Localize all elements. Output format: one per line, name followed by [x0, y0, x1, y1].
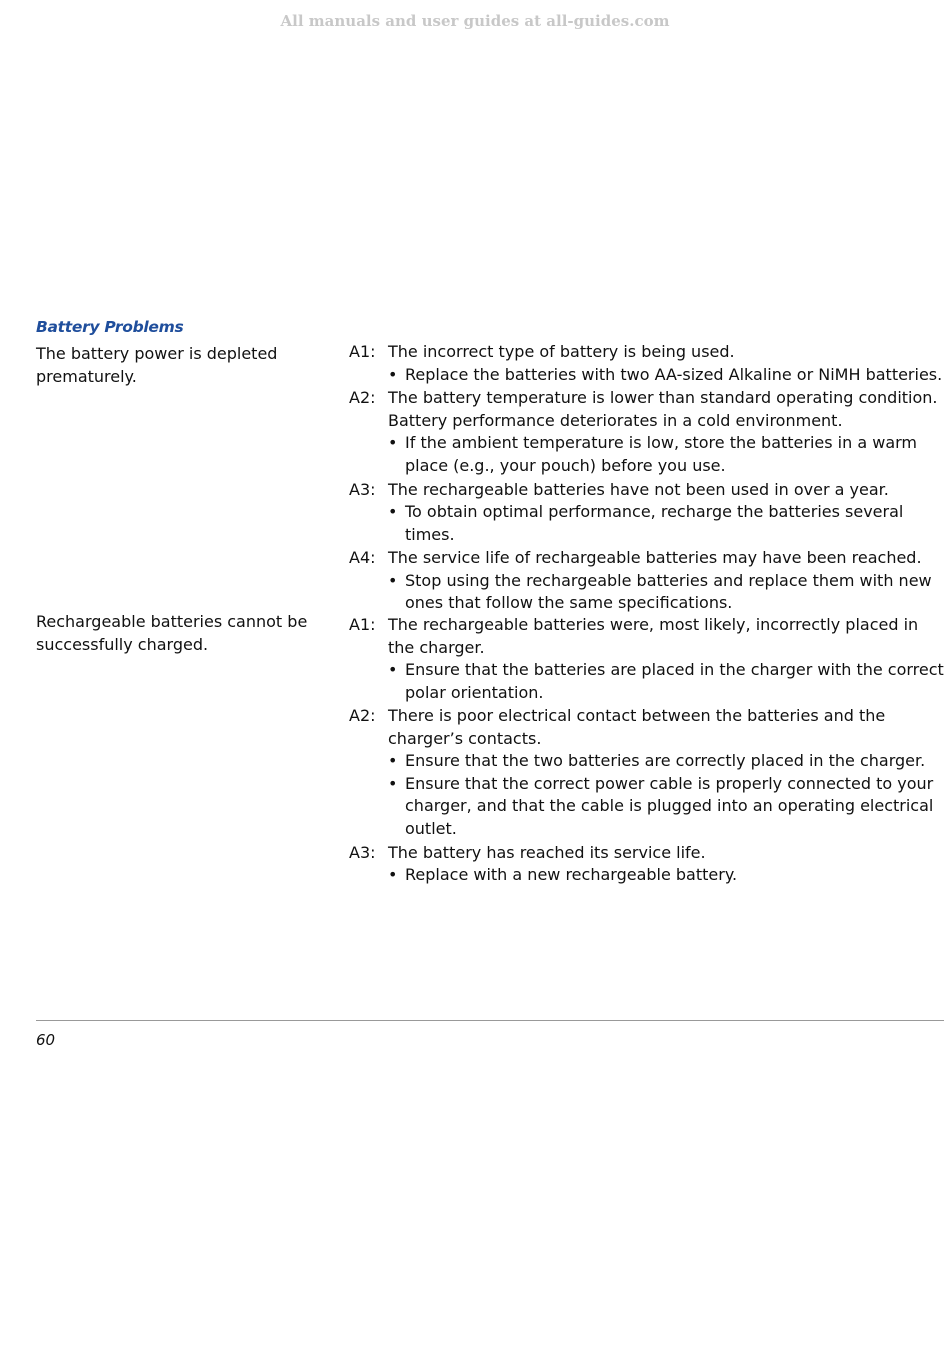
answer-text: The battery temperature is lower than standard operating condition. Battery performance deteriorates in a cold environment.: [388, 388, 938, 430]
problem-text: The battery power is depleted prematurely.: [36, 344, 278, 386]
bullet-icon: •: [388, 502, 398, 522]
bullet-icon: •: [388, 364, 398, 384]
watermark-text: All manuals and user guides at all-guides.com: [280, 12, 670, 30]
answer-list: [349, 614, 947, 888]
footer-divider: [36, 1020, 944, 1021]
answer-item: [349, 341, 947, 386]
answer-label: A3:: [349, 479, 376, 499]
section-title: Battery Problems: [36, 318, 184, 336]
bullet-item: [388, 501, 947, 546]
bullet-icon: •: [388, 433, 398, 453]
bullet-text: If the ambient temperature is low, store the batteries in a warm place (e.g., your pouch) before you use.: [405, 433, 918, 475]
answer-text: There is poor electrical contact between the batteries and the charger’s contacts.: [388, 706, 886, 748]
answer-text: The rechargeable batteries were, most likely, incorrectly placed in the charger.: [388, 615, 919, 657]
bullet-text: Ensure that the batteries are placed in the charger with the correct polar orientation.: [405, 660, 944, 702]
answer-item: [349, 547, 947, 615]
bullet-text: Ensure that the correct power cable is properly connected to your charger, and that the cable is plugged into an operating electrical outlet.: [405, 773, 934, 838]
bullet-item: [388, 570, 947, 615]
answer-item: [349, 614, 947, 704]
answer-text: The incorrect type of battery is being used.: [388, 342, 735, 361]
bullet-item: [388, 750, 947, 773]
bullet-icon: •: [388, 865, 398, 885]
bullet-text: Replace the batteries with two AA-sized Alkaline or NiMH batteries.: [405, 364, 943, 384]
bullet-text: Replace with a new rechargeable battery.: [405, 865, 738, 885]
bullet-item: [388, 364, 947, 387]
answer-label: A2:: [349, 706, 376, 726]
bullet-text: Stop using the rechargeable batteries and replace them with new ones that follow the same specifications.: [405, 570, 932, 613]
bullet-text: To obtain optimal performance, recharge the batteries several times.: [405, 502, 904, 544]
answer-label: A3:: [349, 842, 376, 862]
answer-text: The battery has reached its service life.: [388, 842, 706, 862]
answer-item: [349, 479, 947, 547]
answer-item: [349, 705, 947, 840]
bullet-text: Ensure that the two batteries are correctly placed in the charger.: [405, 751, 926, 771]
bullet-item: [388, 864, 947, 887]
answer-text: The service life of rechargeable batteries may have been reached.: [388, 548, 922, 568]
bullet-item: [388, 773, 947, 841]
answer-label: A1:: [349, 615, 376, 634]
page-number: 60: [36, 1031, 56, 1049]
answer-label: A2:: [349, 388, 376, 408]
bullet-icon: •: [388, 751, 398, 771]
bullet-icon: •: [388, 570, 398, 590]
answer-label: A1:: [349, 342, 376, 361]
bullet-item: [388, 432, 947, 477]
problem-text: Rechargeable batteries cannot be successfully charged.: [36, 612, 308, 654]
bullet-icon: •: [388, 773, 398, 793]
answer-list: [349, 341, 947, 616]
answer-text: The rechargeable batteries have not been used in over a year.: [388, 479, 889, 499]
bullet-item: [388, 659, 947, 704]
answer-item: [349, 387, 947, 477]
answer-label: A4:: [349, 548, 376, 568]
bullet-icon: •: [388, 660, 398, 679]
answer-item: [349, 842, 947, 887]
